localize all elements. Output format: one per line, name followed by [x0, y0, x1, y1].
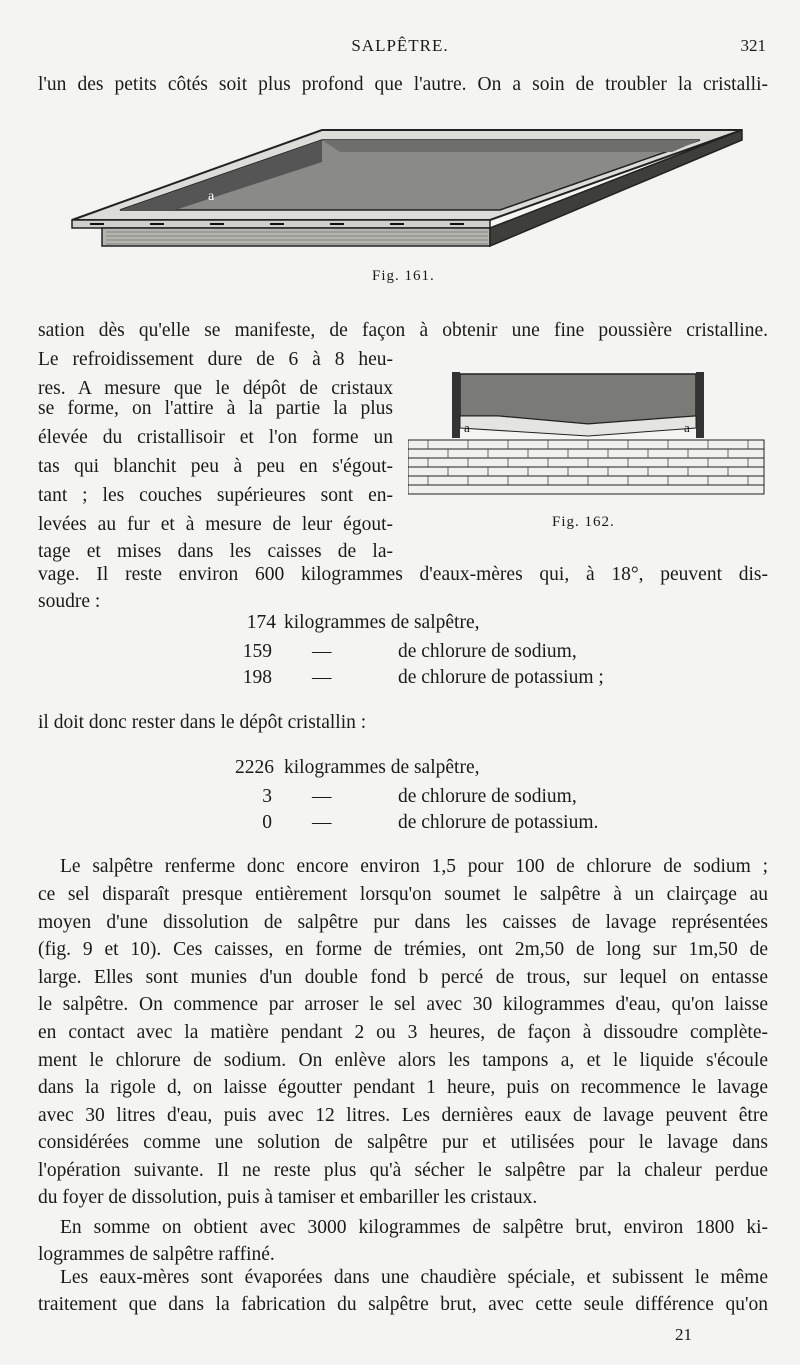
text-line: logrammes de salpêtre raffiné.	[38, 1244, 275, 1265]
text-line: moyen d'une dissolution de salpêtre pur dans les caisses de lavage représentées	[38, 912, 768, 933]
text-line: tas qui blanchit peu à peu en s'égout-	[38, 456, 393, 477]
text-line: le salpêtre. On commence par arroser le sel avec 30 kilogrammes d'eau, qu'on laisse	[38, 994, 768, 1015]
text-line: l'un des petits côtés soit plus profond que l'autre. On a soin de troubler la cristalli-	[38, 74, 768, 95]
figure-162-caption: Fig. 162.	[552, 514, 615, 530]
text-line: vage. Il reste environ 600 kilogrammes d'eaux-mères qui, à 18°, peuvent dis-	[38, 564, 768, 585]
text-line: traitement que dans la fabrication du salpêtre brut, avec cette seule différence qu'on	[38, 1294, 768, 1315]
text-line: l'opération suivante. Il ne reste plus qu'à sécher le salpêtre par la chaleur perdue	[38, 1160, 768, 1181]
text-line: dans la rigole d, on laisse égoutter pendant 1 heure, puis on recommence le lavage	[38, 1077, 768, 1098]
text-line: En somme on obtient avec 3000 kilogrammes de salpêtre brut, environ 1800 ki-	[60, 1217, 768, 1238]
text-line: se forme, on l'attire à la partie la plus	[38, 398, 393, 419]
document-page: SALPÊTRE. 321 l'un des petits côtés soit plus profond que l'autre. On a soin de troubler la cristalli- a Fig. 161. sation dès qu'elle se manifeste, de façon à obtenir une fine poussière cristalline. Le refroidissement dure de 6 à 8 heu- res. A mesure que le dépôt de cristaux se forme, on l'attire à la partie la plus élevée du cristallisoir et l'on forme un tas qui blanchit peu à peu en s'égout- tant ; les couches supérieures sont en- levées au fur et à mesure de leur égout- tage et mises dans les caisses de la- a a Fig. 162. vage. Il reste environ 600 kilogrammes d'eaux-mères qui, à 18°, peuvent dis- soudre : 174 kilogrammes de salpêtre, 159 — de chlorure de sodium, 198 — de chlorure de potassium ; il doit donc rester dans le dépôt cristallin : 2226 kilogrammes de salpêtre, 3 — de chlorure de sodium, 0 — de chlorure de potassium. Le salpêtre renferme donc encore environ 1,5 pour 100 de chlorure de sodium ; ce sel disparaît presque entièrement lorsqu'on soumet le salpêtre à un clairçage au moyen d'une dissolution de salpêtre pur dans les caisses de lavage représentées (fig. 9 et 10). Ces caisses, en forme de trémies, ont 2m,50 de long sur 1m,50 de large. Elles sont munies d'un double fond b percé de trous, sur lequel on entasse le salpêtre. On commence par arroser le sel avec 30 kilogrammes d'eau, qu'on laisse en contact avec la matière pendant 2 ou 3 heures, de façon à dissoudre complète- ment le chlorure de sodium. On enlève alors les tampons a, et le liquide s'écoule dans la rigole d, on laisse égoutter pendant 1 heure, puis on recommence le lavage avec 30 litres d'eau, puis avec 12 litres. Les dernières eaux de lavage peuvent être considérées comme une solution de salpêtre pur et utilisées pour le lavage dans l'opération suivante. Il ne reste plus qu'à sécher le salpêtre par la chaleur perdue du foyer de dissolution, puis à tamiser et embariller les cristaux. En somme on obtient avec 3000 kilogrammes de salpêtre brut, environ 1800 ki- logrammes de salpêtre raffiné. Les eaux-mères sont évaporées dans une chaudière spéciale, et subissent le même traitement que dans la fabrication du salpêtre brut, avec cette seule différence qu'on 21	[0, 0, 800, 1365]
text-line: il doit donc rester dans le dépôt cristallin :	[38, 712, 367, 733]
running-header: SALPÊTRE.	[351, 36, 449, 55]
text-line: Le refroidissement dure de 6 à 8 heu-	[38, 349, 393, 370]
text-line: (fig. 9 et 10). Ces caisses, en forme de trémies, ont 2m,50 de long sur 1m,50 de	[38, 939, 768, 960]
figure-161-label: a	[208, 189, 215, 204]
text-line: du foyer de dissolution, puis à tamiser et embariller les cristaux.	[38, 1187, 538, 1208]
figure-161-caption: Fig. 161.	[372, 268, 435, 284]
page-number: 321	[740, 36, 766, 55]
text-line: considérées comme une solution de salpêtre pur et utilisées pour le lavage dans	[38, 1132, 768, 1153]
signature-mark: 21	[675, 1325, 692, 1344]
text-line: tage et mises dans les caisses de la-	[38, 541, 393, 562]
text-line: Le salpêtre renferme donc encore environ 1,5 pour 100 de chlorure de sodium ;	[60, 856, 768, 877]
text-line: Les eaux-mères sont évaporées dans une chaudière spéciale, et subissent le même	[60, 1267, 768, 1288]
text-line: en contact avec la matière pendant 2 ou 3 heures, de façon à dissoudre complète-	[38, 1022, 768, 1043]
figure-161-crystallizing-pan	[60, 122, 750, 262]
text-line: élevée du cristallisoir et l'on forme un	[38, 427, 393, 448]
text-line: sation dès qu'elle se manifeste, de façon à obtenir une fine poussière cristalline.	[38, 320, 768, 341]
text-line: res. A mesure que le dépôt de cristaux	[38, 378, 393, 399]
figure-162-label-left: a	[464, 420, 470, 435]
figure-162-label-right: a	[684, 420, 690, 435]
text-line: tant ; les couches supérieures sont en-	[38, 485, 393, 506]
text-line: ment le chlorure de sodium. On enlève alors les tampons a, et le liquide s'écoule	[38, 1050, 768, 1071]
text-line: soudre :	[38, 591, 101, 612]
figure-162-crystallizer-section	[408, 366, 766, 498]
text-line: avec 30 litres d'eau, puis avec 12 litres. Les dernières eaux de lavage peuvent être	[38, 1105, 768, 1126]
text-line: levées au fur et à mesure de leur égout-	[38, 514, 393, 535]
text-line: ce sel disparaît presque entièrement lorsqu'on soumet le salpêtre à un clairçage au	[38, 884, 768, 905]
text-line: large. Elles sont munies d'un double fond b percé de trous, sur lequel on entasse	[38, 967, 768, 988]
